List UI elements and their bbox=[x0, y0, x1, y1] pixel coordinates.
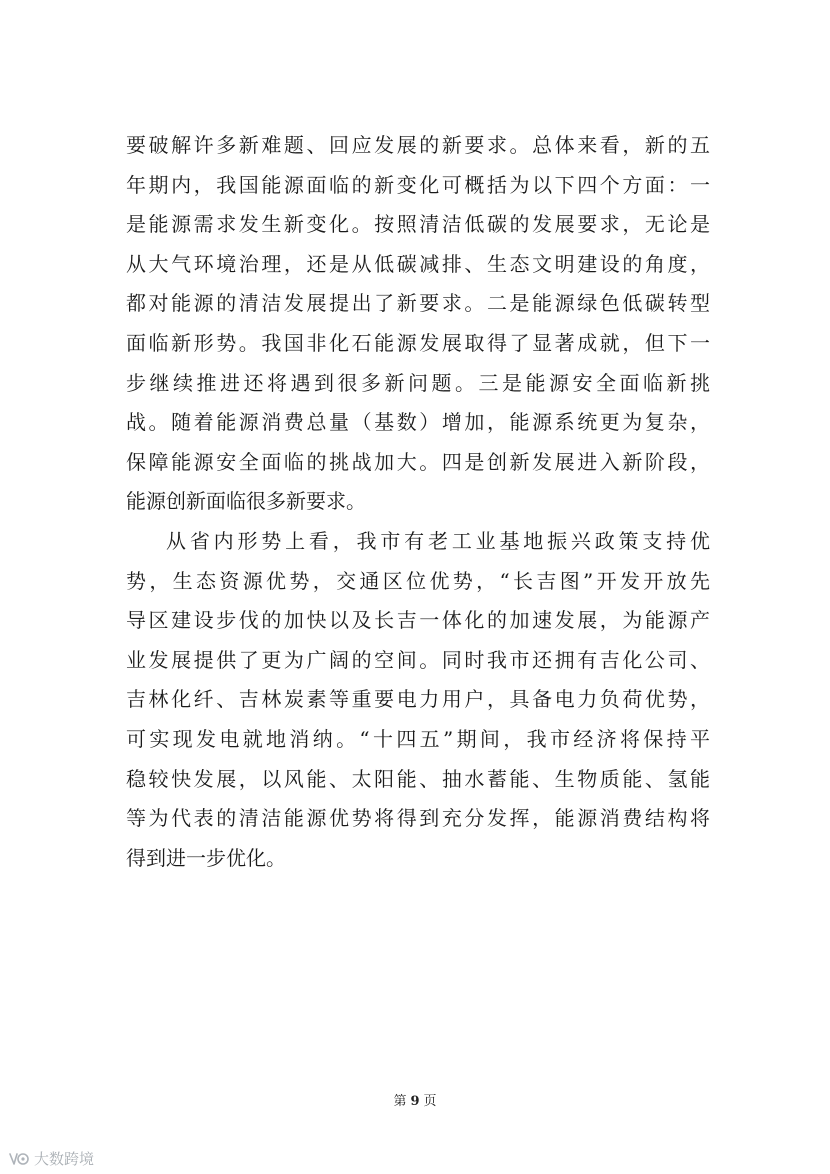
paragraph-1-line: 能源创新面临很多新要求。 bbox=[126, 489, 366, 514]
paragraph-1-line: 要破解许多新难题、回应发展的新要求。总体来看，新的五 bbox=[126, 133, 710, 157]
paragraph-1-line: 保障能源安全面临的挑战加大。四是创新发展进入新阶段， bbox=[126, 449, 710, 474]
paragraph-2-line: 稳较快发展，以风能、太阳能、抽水蓄能、生物质能、氢能 bbox=[126, 766, 710, 791]
page-number: 9 bbox=[410, 1094, 420, 1109]
brand-logo-icon bbox=[8, 1150, 30, 1168]
paragraph-1-line: 都对能源的清洁发展提出了新要求。二是能源绿色低碳转型 bbox=[126, 291, 710, 316]
body-text bbox=[126, 126, 710, 878]
paragraph-1-line: 是能源需求发生新变化。按照清洁低碳的发展要求，无论是 bbox=[126, 212, 710, 237]
page-label-prefix: 第 bbox=[393, 1094, 407, 1109]
watermark-text: 大数跨境 bbox=[34, 1150, 95, 1168]
paragraph-1-line: 年期内，我国能源面临的新变化可概括为以下四个方面：一 bbox=[126, 172, 710, 197]
paragraph-2-line: 从省内形势上看，我市有老工业基地振兴政策支持优 bbox=[166, 528, 710, 553]
paragraph-2-line: 等为代表的清洁能源优势将得到充分发挥，能源消费结构将 bbox=[126, 806, 710, 831]
page-label-suffix: 页 bbox=[423, 1094, 437, 1109]
paragraph-2-line: 得到进一步优化。 bbox=[126, 845, 286, 870]
paragraph-2-line: 势，生态资源优势，交通区位优势，“长吉图”开发开放先 bbox=[126, 568, 710, 593]
paragraph-2-line: 吉林化纤、吉林炭素等重要电力用户，具备电力负荷优势， bbox=[126, 687, 710, 712]
paragraph-1-line: 面临新形势。我国非化石能源发展取得了显著成就，但下一 bbox=[126, 330, 710, 355]
paragraph-1-line: 战。随着能源消费总量（基数）增加，能源系统更为复杂， bbox=[126, 410, 710, 435]
page-footer bbox=[0, 1090, 830, 1109]
paragraph-2-line: 业发展提供了更为广阔的空间。同时我市还拥有吉化公司、 bbox=[126, 647, 710, 672]
watermark bbox=[8, 1148, 94, 1169]
paragraph-2-line: 可实现发电就地消纳。“十四五”期间，我市经济将保持平 bbox=[126, 726, 710, 751]
paragraph-1-line: 从大气环境治理，还是从低碳减排、生态文明建设的角度， bbox=[126, 251, 710, 276]
paragraph-1-line: 步继续推进还将遇到很多新问题。三是能源安全面临新挑 bbox=[126, 370, 710, 395]
paragraph-2-line: 导区建设步伐的加快以及长吉一体化的加速发展，为能源产 bbox=[126, 608, 710, 633]
